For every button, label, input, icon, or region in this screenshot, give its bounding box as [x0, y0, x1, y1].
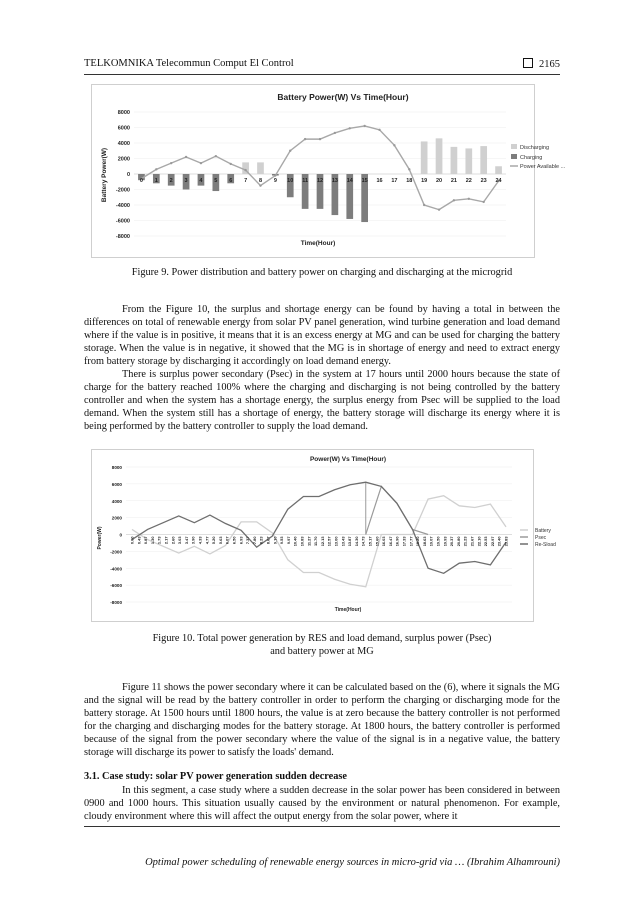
discharging-bar: [465, 148, 472, 174]
y-tick-label: 8000: [117, 110, 130, 116]
power-available-point: [378, 129, 380, 131]
x-tick-label: 17.33: [401, 536, 407, 547]
legend-label-battery: Battery: [535, 528, 551, 534]
x-tick-label: 6: [229, 178, 233, 184]
x-tick-label: 21: [450, 178, 457, 184]
x-axis-label: Time(Hour): [300, 240, 336, 247]
x-tick-label: 10: [287, 178, 294, 184]
figure-9-svg: [92, 85, 566, 257]
x-tick-label: 23: [480, 178, 487, 184]
power-available-point: [215, 155, 217, 157]
x-tick-label: 16: [376, 178, 383, 184]
plot-area: [116, 110, 506, 240]
x-tick-label: 11.27: [306, 536, 312, 547]
paragraph: Figure 11 shows the power secondary where it can be calculated based on the (6), where it signals the MG and the signal will be read by the battery controller in order to perform the charging or discharging mode for the battery storage. At 1500 hours until 1800 hours, the value is at zero because the battery controller is not performed for the charging and discharging modes for the battery storage. At 1800 hours, the battery controller is performed because of the signal from the power secondary where the value of the signal is in a negative value, the battery storage will discharge its power to satisfy the loads' demand.: [84, 682, 560, 759]
y-axis-label: Power(W): [97, 526, 103, 550]
power-available-point: [319, 138, 321, 140]
power-available-point: [363, 125, 365, 127]
x-tick-label: 22.53: [483, 536, 489, 547]
x-tick-label: 2.60: [170, 536, 176, 545]
y-tick-label: -2000: [110, 549, 122, 555]
figure-9-caption: Figure 9. Power distribution and battery power on charging and discharging at the microgrid: [131, 267, 513, 278]
footer-rule: [84, 826, 560, 827]
power-available-point: [438, 208, 440, 210]
x-tick-label: 8.67: [265, 536, 271, 545]
power-available-point: [304, 138, 306, 140]
x-tick-label: 8: [258, 178, 263, 184]
power-available-point: [482, 201, 484, 203]
figure-10-chart: [91, 449, 556, 622]
power-available-point: [244, 169, 246, 171]
x-tick-label: 10.40: [292, 536, 298, 547]
legend-label-charging: Charging: [520, 155, 543, 161]
y-tick-label: 6000: [117, 125, 130, 132]
x-tick-label: 17.77: [408, 536, 414, 547]
y-tick-label: -2000: [115, 187, 130, 194]
x-tick-label: 12.57: [326, 536, 332, 547]
x-tick-label: 23.40: [496, 536, 502, 547]
paragraph: From the Figure 10, the surplus and shortage energy can be found by having a total in between the differences on total of renewable energy from solar PV panel generation, wind turbine generation and load demand where if the value is in positive, it means that it is an excess energy at MG and can be used for charging the battery storage. When the value is in negative, it showed that the MG is in shortage of energy and need to extract energy from battery storage by discharging it accordingly on load demand energy.: [84, 304, 560, 368]
power-available-point: [423, 204, 425, 206]
running-header: [84, 58, 560, 72]
x-tick-label: 20: [435, 178, 443, 184]
x-tick-label: 3: [184, 178, 188, 184]
y-tick-label: -4000: [115, 203, 130, 209]
x-tick-label: 9.53: [279, 536, 285, 545]
discharging-bar: [436, 138, 443, 174]
power-available-point: [408, 168, 410, 170]
x-tick-label: 6.07: [224, 536, 230, 545]
x-tick-label: 17: [391, 178, 398, 184]
paragraph: There is surplus power secondary (Psec) in the system at 17 hours until 2000 hours because the state of charge for the battery reached 100% where the charging and discharging is not being controlled by the battery controller and when the system has a shortage energy, the surplus energy from Psec will be supplied to the load demand. When the system still has a shortage of energy, the battery storage will discharge its energy where it is being performed by the battery controller to supply the load demand.: [84, 369, 560, 433]
power-available-point: [185, 156, 187, 158]
y-tick-label: -8000: [110, 600, 122, 605]
x-tick-label: 5: [214, 178, 218, 184]
legend-label-power: Power Available ...: [520, 164, 566, 170]
y-tick-label: -6000: [115, 218, 130, 225]
power-available-point: [453, 199, 455, 201]
y-tick-label: 0: [126, 172, 130, 178]
x-tick-label: 3.90: [190, 536, 196, 545]
figure-10-svg: [92, 450, 556, 621]
x-tick-label: 20.37: [449, 536, 455, 547]
power-available-point: [349, 127, 351, 129]
x-tick-label: 18.63: [421, 536, 427, 547]
figure-9-chart: [91, 84, 566, 258]
chart-title: Power(W) Vs Time(Hour): [309, 456, 387, 463]
x-tick-label: 13.87: [347, 536, 353, 547]
y-tick-label: 2000: [111, 515, 122, 521]
discharging-bar: [257, 162, 264, 174]
power-available-point: [334, 132, 336, 134]
x-tick-label: 11.70: [313, 536, 319, 547]
x-tick-label: 7.37: [245, 536, 251, 545]
x-tick-label: 14.30: [353, 536, 359, 547]
x-tick-label: 22.10: [476, 536, 482, 547]
x-tick-label: 15: [361, 178, 368, 184]
discharging-bar: [421, 141, 428, 174]
chart-legend: [520, 528, 556, 548]
legend-swatch-charging: [511, 154, 517, 159]
discharging-bar: [480, 146, 487, 174]
x-tick-label: 13.00: [333, 536, 339, 547]
x-tick-label: 12: [316, 178, 324, 184]
x-axis-label: Time(Hour): [334, 607, 362, 613]
x-tick-label: 5.20: [211, 536, 217, 545]
power-available-point: [468, 198, 470, 200]
x-tick-label: 0.87: [143, 536, 149, 545]
x-tick-label: 10.83: [299, 536, 305, 547]
x-tick-label: 21.23: [462, 536, 468, 547]
chart-title: Battery Power(W) Vs Time(Hour): [277, 92, 409, 102]
x-tick-label: 0.43: [136, 536, 142, 545]
legend-swatch-discharging: [511, 144, 517, 149]
x-tick-label: 24: [495, 178, 502, 184]
x-tick-label: 19: [421, 178, 428, 184]
section-heading: 3.1. Case study: solar PV power generation sudden decrease: [84, 771, 347, 782]
x-tick-label: 0.00: [129, 536, 135, 545]
power-available-point: [155, 168, 157, 170]
x-tick-label: 3.47: [183, 536, 189, 545]
x-tick-label: 5.63: [217, 536, 223, 545]
plot-area: [110, 465, 512, 605]
x-tick-label: 11: [302, 178, 309, 184]
x-tick-label: 22.97: [489, 536, 495, 547]
power-available-point: [170, 162, 172, 164]
legend-label-re-sload: Re-Sload: [535, 542, 556, 548]
power-available-point: [393, 144, 395, 146]
x-tick-label: 19.07: [428, 536, 434, 547]
psec-line: [366, 486, 428, 534]
legend-label-discharging: Discharging: [520, 145, 550, 151]
x-tick-label: 4.77: [204, 536, 210, 545]
x-tick-label: 1: [154, 178, 158, 184]
x-tick-label: 22: [465, 178, 472, 184]
x-tick-label: 14.73: [360, 536, 366, 547]
y-tick-label: 2000: [117, 156, 130, 163]
x-tick-label: 16.90: [394, 536, 400, 547]
x-tick-label: 14: [346, 178, 353, 184]
x-tick-label: 1.73: [156, 536, 162, 545]
legend-label-psec: Psec: [535, 535, 547, 541]
y-tick-label: 0: [119, 532, 122, 538]
x-tick-label: 13: [331, 178, 338, 184]
discharging-bar: [495, 166, 502, 174]
header-rule: [84, 74, 560, 75]
y-tick-label: 4000: [111, 498, 122, 504]
figure-10-caption: Figure 10. Total power generation by RES and load demand, surplus power (Psec) and battery power at MG: [152, 633, 492, 657]
x-tick-label: 21.67: [469, 536, 475, 547]
running-footer: Optimal power scheduling of renewable energy sources in micro-grid via … (Ibrahim Alhamrouni): [145, 857, 560, 868]
x-tick-label: 1.30: [149, 536, 155, 545]
re-sload-line: [129, 482, 506, 573]
power-available-point: [289, 150, 291, 152]
y-tick-label: 8000: [111, 465, 122, 470]
paragraph: In this segment, a case study where a sudden decrease in the solar power has been considered in between 0900 and 1000 hours. This situation usually caused by the environment or natural phenomenon. For example, cloudy environment where this will affect the output energy from the solar power, where it: [84, 785, 560, 823]
x-tick-label: 15.17: [367, 536, 373, 547]
square-icon: [523, 58, 533, 68]
x-tick-label: 4.33: [197, 536, 203, 545]
chart-legend: [510, 144, 566, 170]
x-tick-label: 12.13: [319, 536, 325, 547]
x-tick-label: 23.83: [503, 536, 509, 547]
x-tick-label: 19.93: [442, 536, 448, 547]
x-tick-label: 16.03: [381, 536, 387, 547]
x-tick-label: 18: [406, 178, 413, 184]
x-tick-label: 9.10: [272, 536, 278, 545]
x-tick-label: 4: [199, 178, 203, 184]
x-tick-label: 9: [273, 178, 277, 184]
y-tick-label: 4000: [117, 141, 130, 147]
x-tick-label: 0: [139, 178, 143, 184]
power-available-point: [200, 162, 202, 164]
x-tick-label: 7.80: [251, 536, 257, 545]
x-tick-label: 6.93: [238, 536, 244, 545]
x-tick-label: 2.17: [163, 536, 169, 545]
y-tick-label: -4000: [110, 566, 122, 572]
y-axis-label: Battery Power(W): [101, 147, 108, 203]
power-available-point: [274, 174, 276, 176]
x-tick-label: 18.20: [415, 536, 421, 547]
x-tick-label: 15.60: [374, 536, 380, 547]
x-tick-label: 3.03: [177, 536, 183, 545]
discharging-bar: [451, 147, 458, 174]
y-tick-label: 6000: [111, 481, 122, 487]
y-tick-label: -8000: [115, 234, 130, 240]
power-available-point: [230, 163, 232, 165]
x-tick-label: 8.23: [258, 536, 264, 545]
y-tick-label: -6000: [110, 583, 122, 589]
x-tick-label: 13.43: [340, 536, 346, 547]
x-tick-label: 16.47: [387, 536, 393, 547]
x-tick-label: 6.50: [231, 536, 237, 545]
x-tick-label: 19.50: [435, 536, 441, 547]
x-tick-label: 2: [169, 178, 173, 184]
journal-name: TELKOMNIKA Telecommun Comput El Control: [84, 58, 294, 69]
x-tick-label: 7: [244, 178, 248, 184]
power-available-point: [259, 184, 261, 186]
x-tick-label: 20.80: [455, 536, 461, 547]
page-number: 2165: [523, 58, 560, 70]
x-tick-label: 9.97: [285, 536, 291, 545]
